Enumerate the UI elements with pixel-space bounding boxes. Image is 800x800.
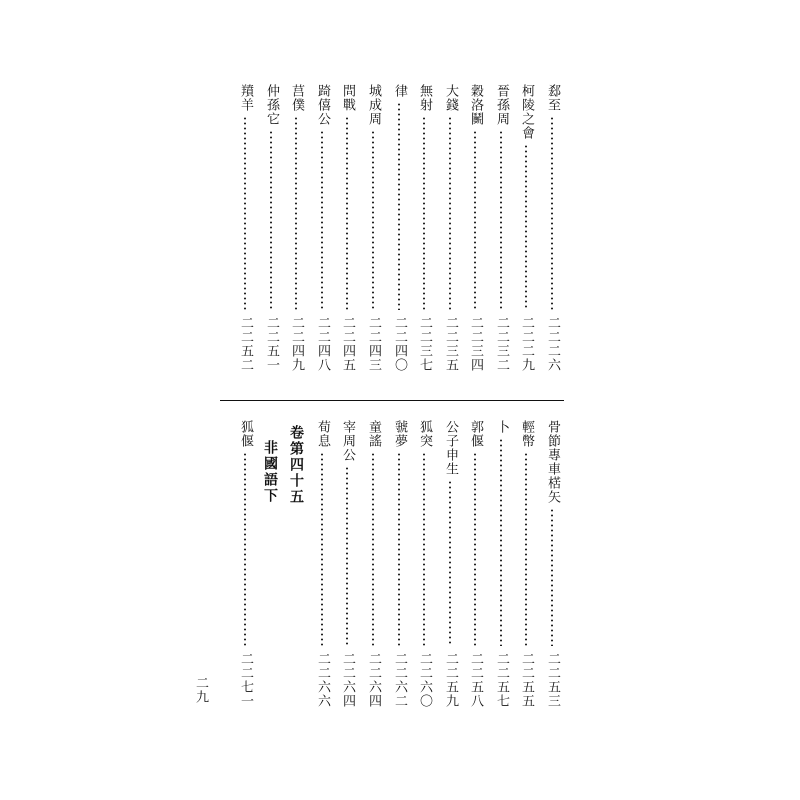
dot-leader (244, 116, 246, 310)
dot-leader (321, 130, 323, 310)
dot-leader (244, 452, 246, 646)
toc-entry (388, 420, 410, 708)
dot-leader (449, 116, 451, 310)
toc-entry (490, 84, 512, 372)
entry-page-number: 二二五一 (264, 316, 279, 372)
toc-entry (336, 420, 358, 708)
dot-leader (398, 102, 400, 310)
entry-page-number: 二二六四 (340, 652, 355, 708)
toc-entry (336, 84, 358, 372)
entry-page-number: 二二三四 (468, 316, 483, 372)
dot-leader (270, 130, 272, 310)
dot-leader (551, 116, 553, 310)
entry-page-number: 二二五三 (545, 652, 560, 708)
entry-title: 卜 (494, 420, 509, 434)
dot-leader (321, 452, 323, 646)
dot-leader (423, 116, 425, 310)
toc-entry (515, 420, 537, 708)
entry-page-number: 二二五九 (443, 652, 458, 708)
entry-page-number: 二二二九 (519, 316, 534, 372)
entry-page-number: 二二五二 (238, 316, 253, 372)
entry-title: 骨節專車楛矢 (545, 420, 560, 504)
entry-page-number: 二二七一 (238, 652, 253, 708)
entry-page-number: 二二六六 (315, 652, 330, 708)
dot-leader (423, 452, 425, 646)
entry-title: 仲孫它 (264, 84, 279, 126)
dot-leader (525, 144, 527, 310)
entry-title: 踦僖公 (315, 84, 330, 126)
entry-page-number: 二二二六 (545, 316, 560, 372)
entry-title: 無射 (417, 84, 432, 112)
toc-entry (413, 420, 435, 708)
toc-entry (311, 420, 333, 708)
toc-entry (439, 84, 461, 372)
section-divider (220, 400, 564, 401)
toc-entry (464, 420, 486, 708)
volume-heading: 卷第四十五 (288, 425, 304, 505)
dot-leader (346, 116, 348, 310)
entry-page-number: 二二六二 (392, 652, 407, 708)
entry-title: 穀洛鬭 (468, 84, 483, 126)
entry-title: 莒僕 (289, 84, 304, 112)
entry-title: 大錢 (443, 84, 458, 112)
toc-entry (362, 420, 384, 708)
entry-title: 柯陵之會 (519, 84, 534, 140)
dot-leader (500, 438, 502, 646)
toc-entry (464, 84, 486, 372)
entry-title: 狐突 (417, 420, 432, 448)
dot-leader (346, 466, 348, 646)
entry-page-number: 二二四三 (366, 316, 381, 372)
toc-entry (285, 84, 307, 372)
toc-entry (490, 420, 512, 708)
section-heading: 非國語下 (262, 440, 278, 504)
dot-leader (372, 452, 374, 646)
entry-page-number: 二二四〇 (392, 316, 407, 372)
entry-title: 律 (392, 84, 407, 98)
entry-title: 羵羊 (238, 84, 253, 112)
entry-page-number: 二二五八 (468, 652, 483, 708)
dot-leader (551, 508, 553, 646)
entry-page-number: 二二三五 (443, 316, 458, 372)
entry-title: 宰周公 (340, 420, 355, 462)
entry-title: 城成周 (366, 84, 381, 126)
entry-page-number: 二二六四 (366, 652, 381, 708)
toc-entry (234, 420, 256, 708)
entry-page-number: 二二五七 (494, 652, 509, 708)
entry-page-number: 二二四五 (340, 316, 355, 372)
toc-entry (515, 84, 537, 372)
toc-entry (541, 420, 563, 708)
dot-leader (474, 452, 476, 646)
toc-entry (311, 84, 333, 372)
toc-entry (362, 84, 384, 372)
entry-page-number: 二二四八 (315, 316, 330, 372)
entry-page-number: 二二五五 (519, 652, 534, 708)
dot-leader (525, 452, 527, 646)
dot-leader (474, 130, 476, 310)
entry-title: 郭偃 (468, 420, 483, 448)
entry-title: 晉孫周 (494, 84, 509, 126)
entry-page-number: 二二三二 (494, 316, 509, 372)
entry-title: 荀息 (315, 420, 330, 448)
entry-page-number: 二二三七 (417, 316, 432, 372)
toc-entry (388, 84, 410, 372)
entry-page-number: 二二六〇 (417, 652, 432, 708)
dot-leader (295, 116, 297, 310)
toc-entry (541, 84, 563, 372)
entry-page-number: 二二四九 (289, 316, 304, 372)
toc-entry (413, 84, 435, 372)
entry-title: 輕幣 (519, 420, 534, 448)
entry-title: 童謠 (366, 420, 381, 448)
toc-entry (234, 84, 256, 372)
dot-leader (398, 452, 400, 646)
dot-leader (500, 130, 502, 310)
entry-title: 郄至 (545, 84, 560, 112)
dot-leader (372, 130, 374, 310)
toc-entry (260, 84, 282, 372)
toc-entry (439, 420, 461, 708)
entry-title: 狐偃 (238, 420, 253, 448)
entry-title: 公子申生 (443, 420, 458, 476)
entry-title: 問戰 (340, 84, 355, 112)
entry-title: 虢夢 (392, 420, 407, 448)
dot-leader (449, 480, 451, 646)
folio-page-number: 二九 (193, 676, 208, 704)
